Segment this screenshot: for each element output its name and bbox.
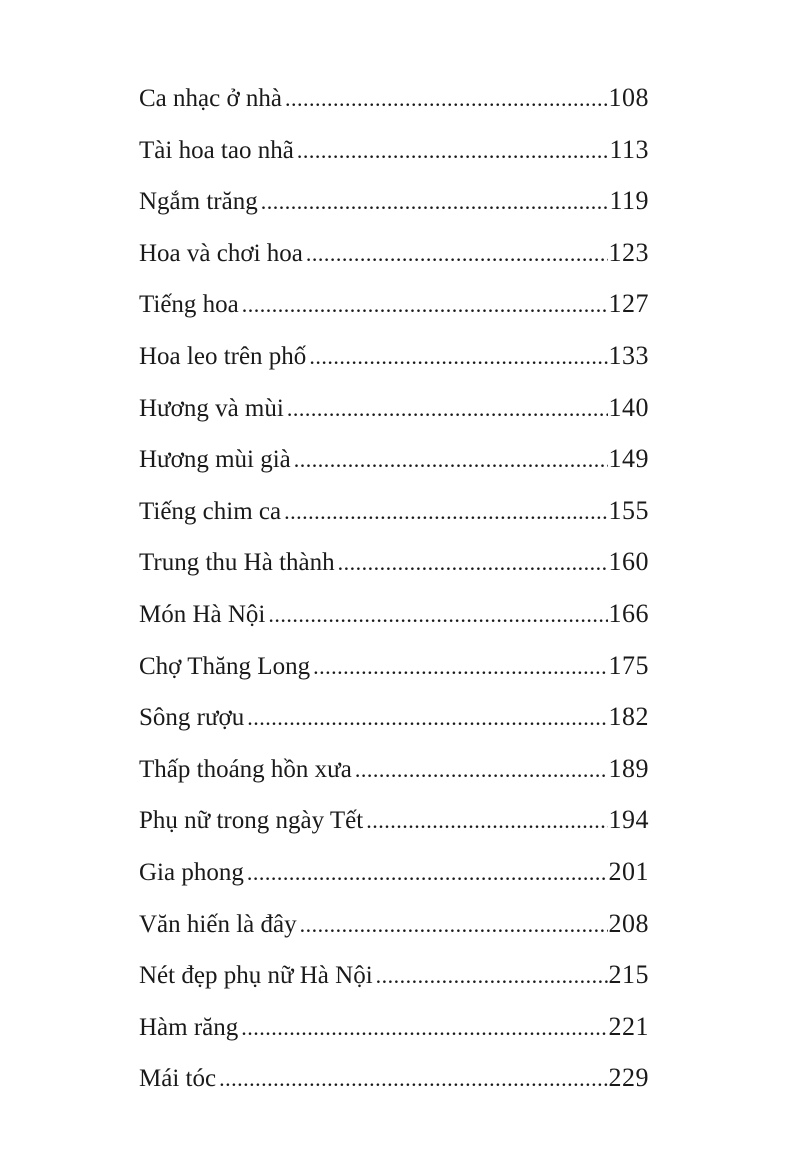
toc-dot-leader — [261, 182, 609, 222]
toc-entry-title: Nét đẹp phụ nữ Hà Nội — [139, 962, 373, 990]
toc-dot-leader — [241, 1008, 607, 1048]
toc-entry[interactable] — [139, 1007, 649, 1059]
toc-dot-leader — [287, 389, 608, 429]
toc-entry-page: 140 — [608, 392, 649, 422]
toc-dot-leader — [284, 492, 607, 532]
toc-entry-title: Thấp thoáng hồn xưa — [139, 755, 352, 783]
toc-entry[interactable] — [139, 646, 649, 698]
toc-entry-page: 133 — [608, 340, 649, 370]
toc-entry-page: 201 — [608, 856, 649, 886]
toc-entry-title: Phụ nữ trong ngày Tết — [139, 807, 364, 835]
toc-entry[interactable] — [139, 439, 649, 491]
toc-dot-leader — [338, 543, 608, 583]
toc-entry[interactable] — [139, 284, 649, 336]
toc-entry-page: 189 — [608, 753, 649, 783]
toc-entry[interactable] — [139, 852, 649, 904]
toc-dot-leader — [247, 698, 607, 738]
toc-dot-leader — [309, 337, 607, 377]
toc-entry[interactable] — [139, 336, 649, 388]
toc-entry[interactable] — [139, 130, 649, 182]
toc-entry-page: 175 — [608, 650, 649, 680]
table-of-contents — [139, 78, 649, 1110]
toc-entry-page: 149 — [608, 444, 649, 474]
toc-entry-page: 166 — [608, 598, 649, 628]
toc-entry-page: 119 — [609, 186, 649, 216]
toc-entry[interactable] — [139, 697, 649, 749]
toc-entry-page: 194 — [608, 805, 649, 835]
toc-entry-title: Trung thu Hà thành — [139, 549, 335, 577]
toc-entry[interactable] — [139, 542, 649, 594]
toc-entry-title: Mái tóc — [139, 1065, 217, 1093]
toc-entry-title: Hương và mùi — [139, 394, 284, 422]
toc-dot-leader — [355, 750, 608, 790]
toc-dot-leader — [376, 956, 608, 996]
toc-entry[interactable] — [139, 955, 649, 1007]
toc-entry-title: Hàm răng — [139, 1013, 239, 1041]
toc-entry-page: 221 — [608, 1011, 649, 1041]
toc-entry-title: Tiếng hoa — [139, 291, 239, 319]
toc-entry-title: Gia phong — [139, 858, 244, 886]
toc-entry[interactable] — [139, 1058, 649, 1110]
toc-dot-leader — [242, 285, 608, 325]
toc-entry-page: 113 — [609, 134, 649, 164]
toc-entry-page: 208 — [608, 908, 649, 938]
toc-entry[interactable] — [139, 800, 649, 852]
toc-entry-page: 155 — [608, 495, 649, 525]
toc-entry[interactable] — [139, 749, 649, 801]
toc-dot-leader — [294, 440, 608, 480]
toc-entry-title: Chợ Thăng Long — [139, 652, 311, 680]
toc-entry-title: Hoa leo trên phố — [139, 342, 307, 370]
toc-entry-title: Ngắm trăng — [139, 188, 258, 216]
toc-entry-title: Văn hiến là đây — [139, 910, 297, 938]
toc-entry-title: Hoa và chơi hoa — [139, 239, 303, 267]
toc-entry[interactable] — [139, 181, 649, 233]
toc-entry-page: 229 — [608, 1063, 649, 1093]
toc-entry-page: 123 — [608, 237, 649, 267]
toc-entry-page: 127 — [608, 289, 649, 319]
toc-dot-leader — [366, 801, 607, 841]
toc-entry-page: 215 — [608, 960, 649, 990]
toc-entry[interactable] — [139, 388, 649, 440]
toc-entry-title: Tiếng chim ca — [139, 497, 282, 525]
toc-entry-title: Ca nhạc ở nhà — [139, 85, 283, 112]
toc-entry-title: Món Hà Nội — [139, 600, 266, 628]
toc-entry-page: 182 — [608, 702, 649, 732]
toc-dot-leader — [300, 905, 608, 945]
toc-dot-leader — [297, 131, 609, 171]
toc-dot-leader — [268, 595, 607, 635]
toc-entry-page: 160 — [608, 547, 649, 577]
toc-dot-leader — [247, 853, 608, 893]
toc-dot-leader — [313, 647, 607, 687]
toc-dot-leader — [219, 1059, 607, 1099]
toc-dot-leader — [285, 79, 607, 119]
toc-entry[interactable] — [139, 78, 649, 130]
toc-entry[interactable] — [139, 904, 649, 956]
toc-entry-title: Tài hoa tao nhã — [139, 136, 294, 164]
toc-entry-title: Hương mùi già — [139, 446, 291, 474]
toc-entry-title: Sông rượu — [139, 704, 245, 732]
toc-dot-leader — [306, 234, 608, 274]
toc-entry-page: 108 — [608, 83, 649, 112]
toc-entry[interactable] — [139, 594, 649, 646]
toc-entry[interactable] — [139, 491, 649, 543]
toc-entry[interactable] — [139, 233, 649, 285]
